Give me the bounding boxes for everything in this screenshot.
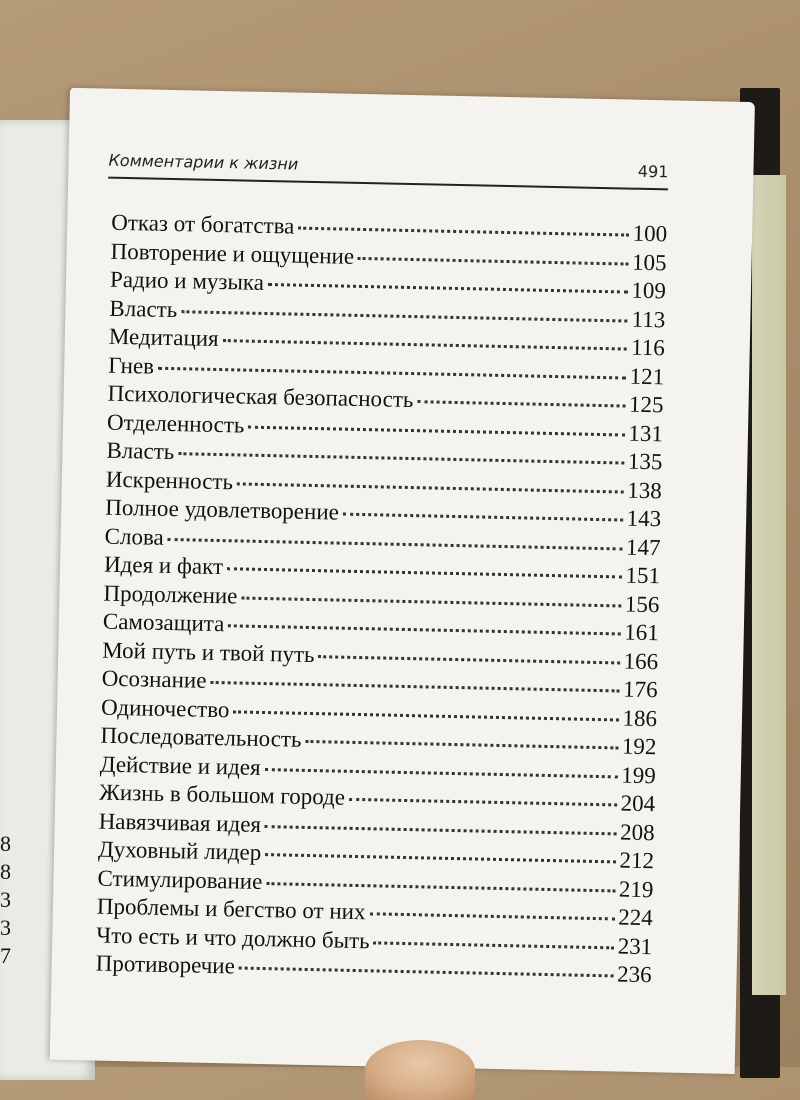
toc-entry-page: 100 [632, 220, 668, 247]
toc-leader-dots [233, 710, 618, 721]
left-page-digits [0, 830, 14, 970]
toc-entry-page: 135 [627, 448, 663, 475]
toc-leader-dots [265, 768, 618, 778]
toc-entry-title: Повторение и ощущение [110, 238, 355, 269]
toc-entry-page: 219 [618, 875, 654, 902]
toc-entry-title: Стимулирование [97, 865, 263, 894]
toc-entry-title: Противоречие [95, 950, 236, 979]
toc-entry-page: 105 [631, 249, 667, 275]
toc-entry-title: Навязчивая идея [98, 808, 262, 837]
toc-entry-page: 224 [618, 904, 654, 931]
toc-entry-title: Одиночество [100, 694, 230, 722]
thumb [365, 1040, 475, 1100]
toc-entry-page: 143 [626, 505, 662, 532]
toc-entry-title: Действие и идея [99, 751, 261, 780]
toc-entry-page: 231 [617, 932, 653, 959]
toc-entry-page: 166 [623, 648, 659, 674]
toc-leader-dots [181, 310, 628, 322]
toc-leader-dots [178, 452, 624, 464]
left-page-digit: 7 [0, 943, 11, 968]
toc-entry-page: 212 [619, 847, 655, 874]
toc-entry-title: Продолжение [103, 580, 238, 608]
toc-leader-dots [210, 681, 619, 693]
toc-entry-page: 186 [622, 705, 658, 731]
toc-entry-page: 236 [616, 961, 652, 988]
toc-leader-dots [349, 798, 617, 807]
left-page-digit: 8 [0, 859, 11, 884]
toc-entry-title: Психологическая безопасность [107, 380, 414, 413]
toc-entry-page: 147 [625, 534, 661, 560]
toc-entry-title: Самозащита [102, 608, 225, 637]
running-title: Комментарии к жизни [108, 150, 299, 174]
toc-leader-dots [241, 596, 621, 607]
toc-entry-page: 199 [621, 762, 657, 788]
page-header [108, 147, 669, 191]
toc-entry-page: 208 [619, 819, 655, 845]
toc-entry-page: 161 [624, 619, 660, 646]
toc-entry-title: Медитация [108, 323, 219, 351]
toc-leader-dots [298, 227, 628, 237]
toc-leader-dots [248, 425, 624, 436]
toc-entry-title: Искренность [105, 466, 234, 494]
toc-leader-dots [318, 655, 619, 664]
book-page [50, 88, 755, 1074]
toc-entry-page: 138 [627, 477, 663, 503]
toc-entry-title: Власть [109, 295, 178, 322]
toc-entry-title: Отказ от богатства [111, 209, 295, 239]
toc-entry-page: 151 [625, 562, 661, 589]
toc-entry-title: Гнев [108, 352, 155, 379]
toc-leader-dots [228, 624, 620, 635]
toc-leader-dots [369, 912, 614, 920]
table-of-contents [95, 209, 667, 990]
toc-entry-title: Духовный лидер [97, 836, 262, 865]
toc-leader-dots [374, 941, 614, 949]
toc-entry-page: 121 [629, 363, 665, 389]
toc-entry-page: 125 [628, 391, 664, 418]
toc-leader-dots [305, 740, 617, 750]
toc-entry-title: Что есть и что должно быть [96, 922, 370, 953]
left-page-digit: 3 [0, 915, 11, 940]
toc-leader-dots [417, 400, 625, 407]
toc-entry-page: 204 [620, 790, 656, 817]
toc-leader-dots [237, 482, 623, 493]
toc-leader-dots [223, 339, 628, 350]
left-page-digit: 3 [0, 887, 11, 912]
toc-entry-title: Отделенность [106, 409, 245, 438]
left-page-digit: 8 [0, 831, 11, 856]
toc-leader-dots [265, 825, 616, 835]
toc-leader-dots [227, 567, 622, 578]
toc-entry-title: Осознание [101, 665, 207, 693]
toc-entry-page: 192 [621, 733, 657, 760]
toc-entry-title: Жизнь в большом городе [99, 779, 346, 810]
toc-entry-page: 109 [631, 277, 667, 304]
toc-entry-page: 116 [630, 334, 666, 361]
toc-entry-title: Слова [104, 523, 165, 550]
toc-entry-title: Последовательность [100, 722, 302, 752]
toc-entry-title: Власть [106, 437, 175, 465]
toc-entry-title: Полное удовлетворение [105, 494, 340, 525]
toc-leader-dots [158, 366, 626, 379]
toc-leader-dots [239, 967, 613, 978]
toc-entry-page: 176 [622, 676, 658, 703]
toc-leader-dots [268, 283, 628, 294]
toc-entry-title: Мой путь и твой путь [102, 637, 315, 667]
toc-entry-page: 113 [631, 306, 666, 332]
page-block-edge [752, 175, 786, 995]
toc-leader-dots [266, 882, 615, 892]
toc-entry-title: Радио и музыка [109, 266, 265, 295]
toc-leader-dots [358, 256, 628, 265]
toc-entry-page: 131 [628, 420, 664, 446]
toc-entry-page: 156 [624, 591, 660, 617]
toc-entry-title: Проблемы и бегство от них [96, 893, 366, 925]
page-number: 491 [637, 161, 669, 182]
toc-leader-dots [265, 853, 615, 863]
toc-entry-title: Идея и факт [103, 551, 224, 580]
toc-leader-dots [343, 513, 623, 522]
toc-leader-dots [168, 537, 622, 550]
